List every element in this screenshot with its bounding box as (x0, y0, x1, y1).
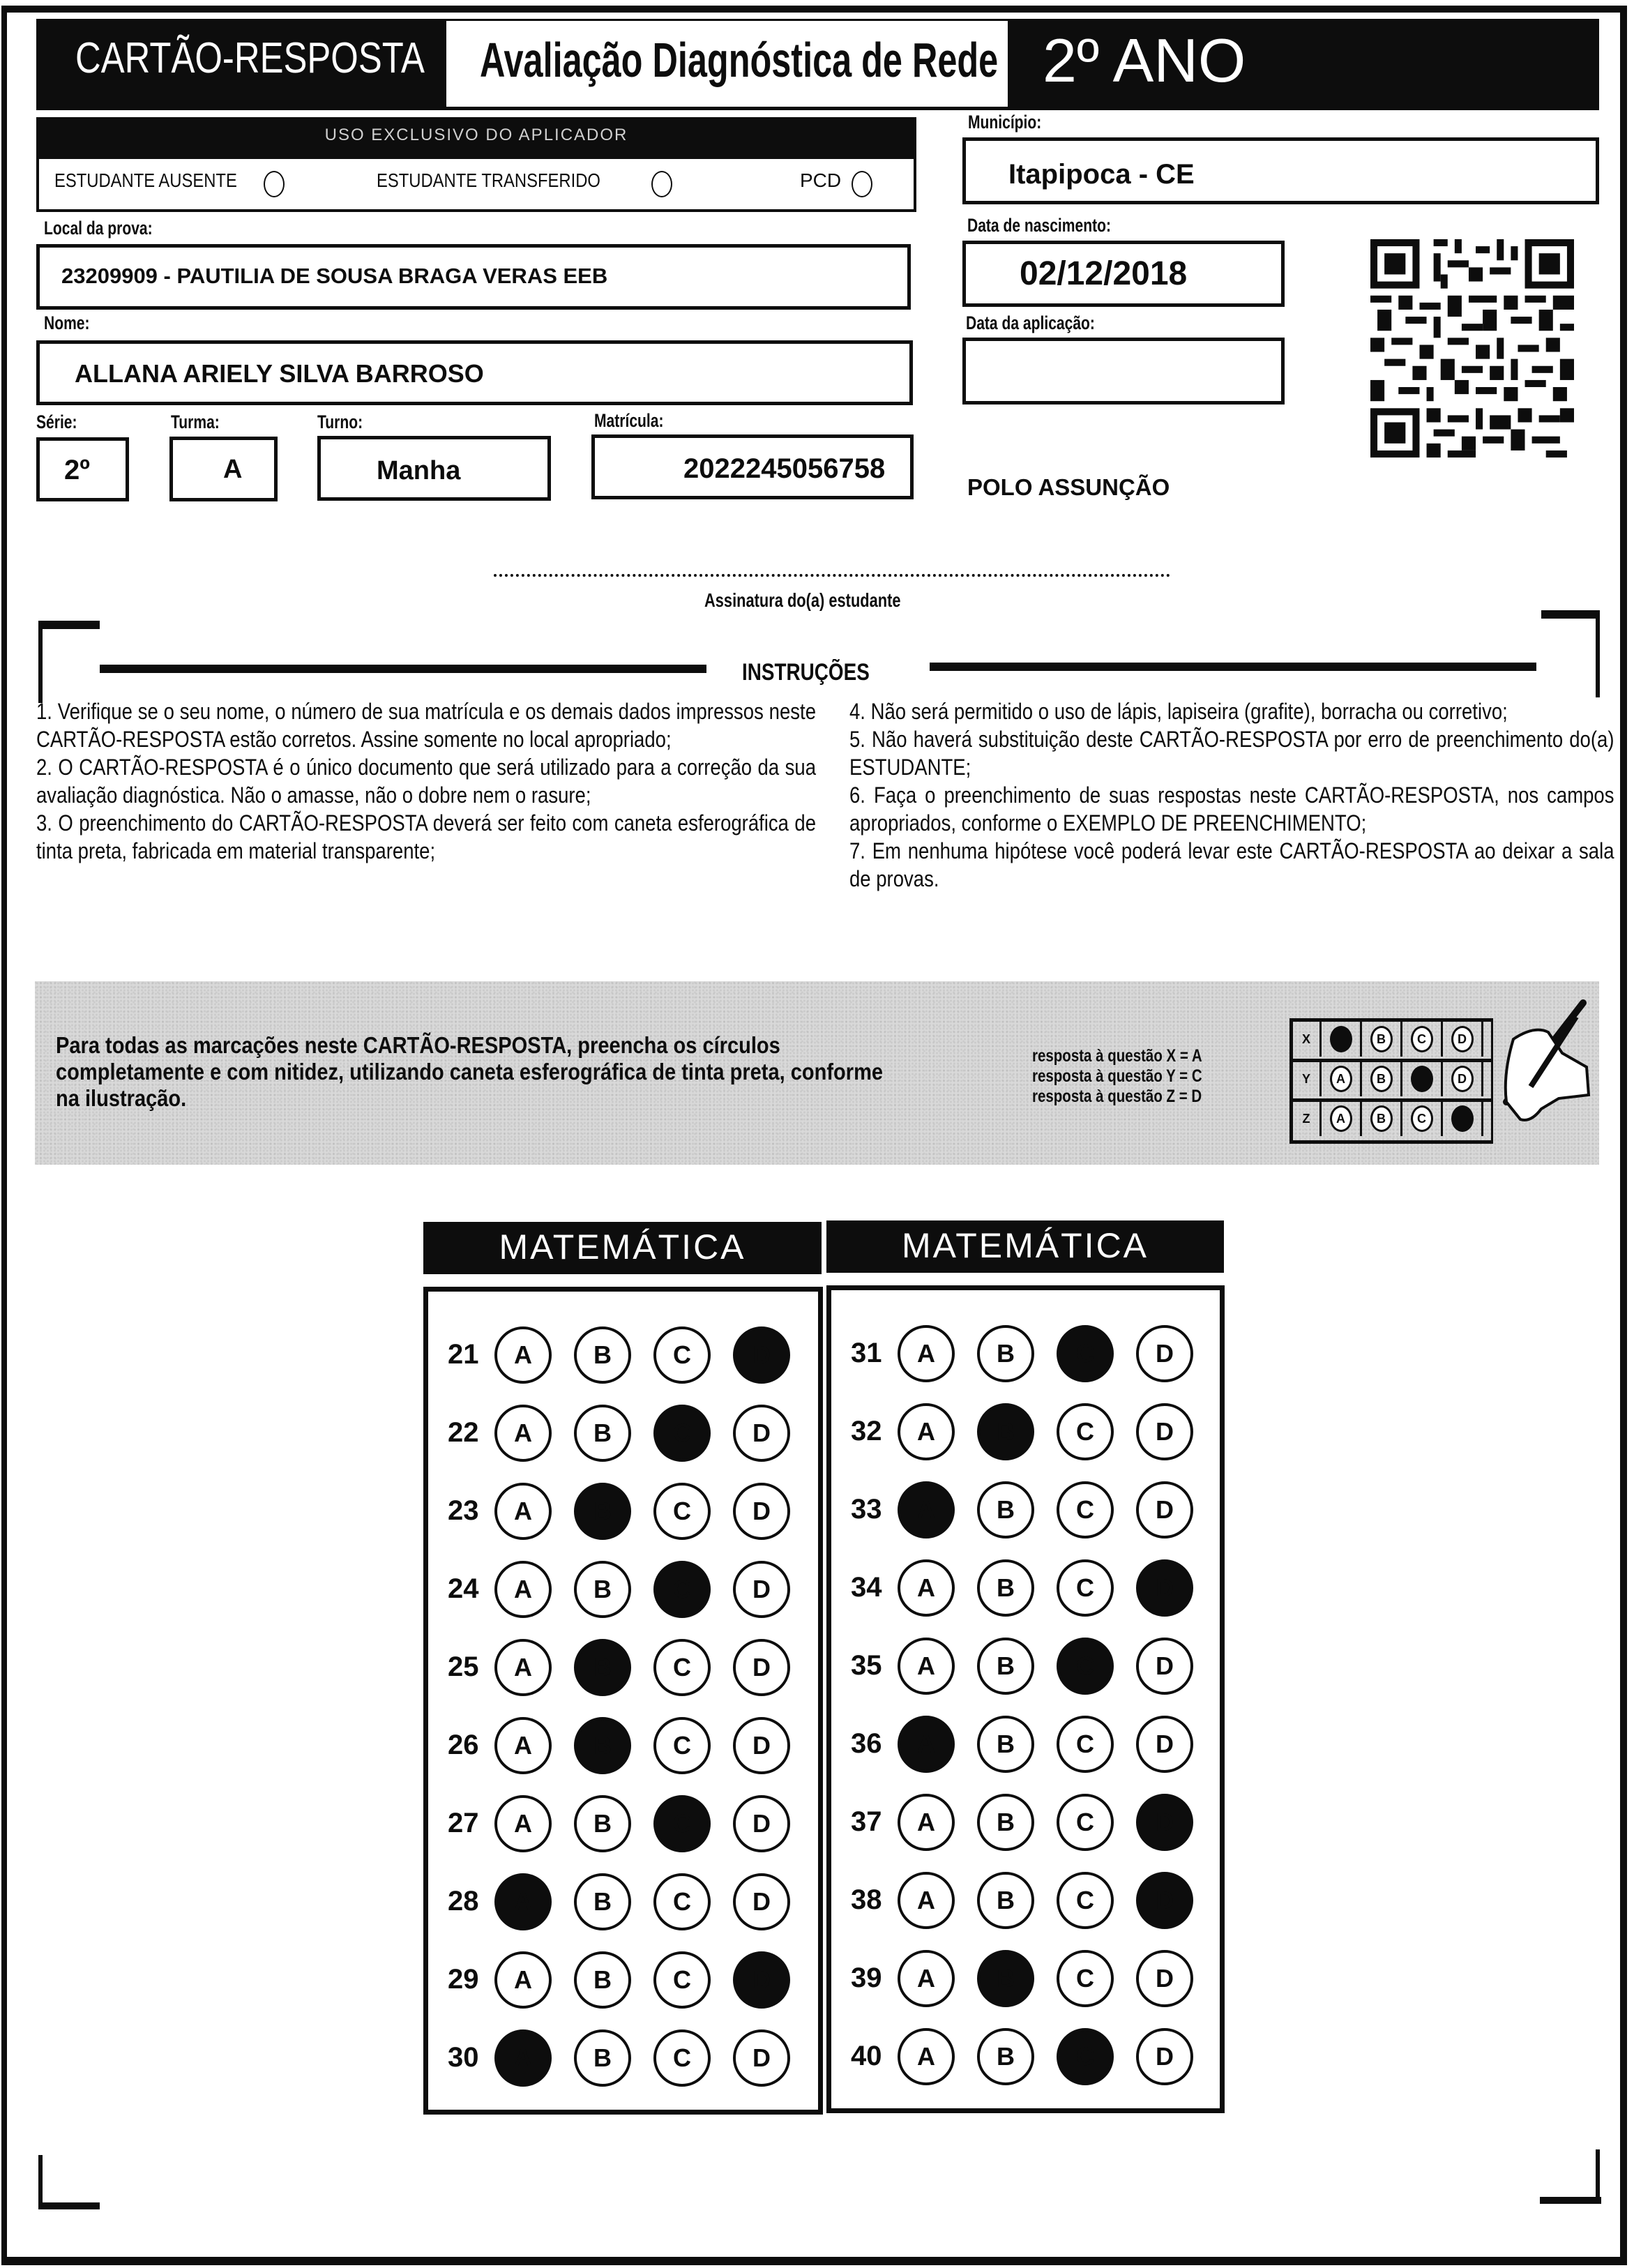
legend-y: resposta à questão Y = C (1032, 1066, 1202, 1086)
answer-bubble-b[interactable]: B (574, 1873, 631, 1930)
instructions-left (36, 697, 816, 865)
example-row-label: Y (1293, 1061, 1322, 1096)
instructions-right (849, 697, 1614, 893)
instruction-2: 2. O CARTÃO-RESPOSTA é o único documento que será utilizado para a correção da sua avaliação diagnóstica. Não o amasse, não o dobre nem o rasure; (36, 755, 816, 808)
instructions-title: INSTRUÇÕES (742, 659, 870, 686)
option-pcd[interactable] (800, 169, 872, 197)
answer-bubble-b[interactable]: B (977, 1403, 1034, 1460)
question-row (428, 1320, 818, 1389)
example-cell (1362, 1061, 1402, 1096)
exam-title: Avaliação Diagnóstica de Rede (480, 33, 999, 87)
question-number: 36 (851, 1728, 882, 1759)
answer-bubble-c[interactable]: C (653, 1561, 711, 1618)
example-row-label: Z (1293, 1101, 1322, 1136)
serie-value: 2º (64, 455, 90, 485)
answer-bubble-c[interactable]: C (1057, 1872, 1114, 1929)
subject-header-1: MATEMÁTICA (423, 1222, 822, 1274)
example-bubble-d: D (1451, 1066, 1474, 1092)
answer-bubble-c[interactable]: C (653, 2029, 711, 2087)
serie-label: Série: (36, 411, 77, 432)
answer-bubble-a[interactable]: A (898, 1403, 955, 1460)
applicator-title: USO EXCLUSIVO DO APLICADOR (324, 126, 628, 144)
corner-bottom-right (1540, 2197, 1601, 2204)
answer-bubble-d[interactable]: D (733, 1483, 790, 1540)
question-row (831, 1318, 1220, 1388)
answer-bubble-c[interactable]: C (653, 1873, 711, 1930)
corner-bottom-left-v (38, 2155, 43, 2209)
answer-bubble-a[interactable]: A (898, 1794, 955, 1851)
answer-bubble-c[interactable]: C (653, 1405, 711, 1462)
hand-pen-icon (1465, 997, 1597, 1137)
answer-bubble-a[interactable]: A (494, 2029, 552, 2087)
radio-absent-icon[interactable] (264, 171, 285, 197)
answer-bubble-d[interactable]: D (1136, 1794, 1193, 1851)
example-bubble-a (1330, 1026, 1352, 1052)
example-cell (1322, 1101, 1362, 1136)
question-number: 30 (448, 2042, 479, 2073)
answer-bubble-d[interactable]: D (1136, 1638, 1193, 1695)
answer-bubble-b[interactable]: B (574, 1483, 631, 1540)
instructions-rule-right (930, 663, 1536, 671)
example-bubble-c (1411, 1066, 1433, 1092)
answer-bubble-d[interactable]: D (733, 1639, 790, 1696)
turma-label: Turma: (171, 411, 220, 432)
answer-bubble-d[interactable]: D (1136, 1403, 1193, 1460)
answer-bubble-d[interactable]: D (733, 1326, 790, 1384)
corner-top-right-v (1596, 610, 1600, 697)
answer-bubble-d[interactable]: D (733, 1717, 790, 1774)
answer-bubble-a[interactable]: A (494, 1483, 552, 1540)
example-cell (1322, 1022, 1362, 1057)
answer-bubble-a[interactable]: A (898, 1638, 955, 1695)
municipio-label: Município: (968, 112, 1042, 133)
answer-bubble-a[interactable]: A (898, 1325, 955, 1382)
matricula-label: Matrícula: (594, 410, 664, 431)
answer-bubble-d[interactable]: D (1136, 1325, 1193, 1382)
answer-bubble-d[interactable]: D (733, 1795, 790, 1852)
answer-bubble-a[interactable]: A (898, 1559, 955, 1617)
corner-bottom-left (38, 2202, 100, 2209)
instructions-rule-left (100, 665, 706, 673)
example-row-label: X (1293, 1022, 1322, 1057)
subject-header-2: MATEMÁTICA (826, 1220, 1224, 1273)
name-value: ALLANA ARIELY SILVA BARROSO (75, 359, 484, 388)
question-number: 26 (448, 1730, 479, 1760)
corner-top-left (38, 621, 100, 629)
question-row (428, 2023, 818, 2092)
question-number: 32 (851, 1416, 882, 1446)
answer-bubble-c[interactable]: C (653, 1717, 711, 1774)
grade-label: 2º ANO (1043, 26, 1246, 95)
question-row (831, 1709, 1220, 1778)
answer-bubble-b[interactable]: B (977, 1872, 1034, 1929)
option-pcd-label: PCD (800, 169, 842, 191)
question-number: 40 (851, 2041, 882, 2071)
instruction-7: 7. Em nenhuma hipótese você poderá levar este CARTÃO-RESPOSTA ao deixar a sala de provas. (849, 838, 1614, 891)
question-row (428, 1398, 818, 1467)
birthdate-value: 02/12/2018 (1020, 255, 1188, 292)
answer-bubble-a[interactable]: A (494, 1873, 552, 1930)
answer-bubble-d[interactable]: D (733, 1873, 790, 1930)
name-label: Nome: (44, 312, 90, 333)
question-number: 23 (448, 1495, 479, 1526)
answer-bubble-b[interactable]: B (574, 1951, 631, 2009)
question-number: 22 (448, 1417, 479, 1448)
example-bubble-a: A (1330, 1066, 1352, 1092)
answer-bubble-c[interactable]: C (653, 1483, 711, 1540)
answer-box-2 (826, 1285, 1225, 2113)
answer-bubble-c[interactable]: C (653, 1795, 711, 1852)
polo-label: POLO ASSUNÇÃO (967, 474, 1170, 500)
answer-bubble-b[interactable]: B (977, 1716, 1034, 1773)
question-row (428, 1866, 818, 1936)
question-number: 28 (448, 1886, 479, 1917)
answer-bubble-b[interactable]: B (977, 1638, 1034, 1695)
signature-label: Assinatura do(a) estudante (704, 589, 901, 611)
instruction-4: 4. Não será permitido o uso de lápis, lapiseira (grafite), borracha ou corretivo; (849, 699, 1508, 724)
radio-pcd-icon[interactable] (852, 171, 872, 197)
example-cell (1362, 1101, 1402, 1136)
answer-bubble-a[interactable]: A (494, 1326, 552, 1384)
answer-bubble-a[interactable]: A (494, 1405, 552, 1462)
turma-value: A (223, 455, 243, 484)
example-bubble-b: B (1370, 1066, 1393, 1092)
question-number: 27 (448, 1808, 479, 1838)
answer-bubble-a[interactable]: A (898, 1872, 955, 1929)
municipio-value: Itapipoca - CE (1008, 159, 1195, 190)
answer-bubble-b[interactable]: B (574, 1561, 631, 1618)
instruction-6: 6. Faça o preenchimento de suas respostas neste CARTÃO-RESPOSTA, nos campos apropriados, conforme o EXEMPLO DE PREENCHIMENTO; (849, 783, 1614, 836)
corner-top-right (1541, 610, 1600, 619)
local-value: 23209909 - PAUTILIA DE SOUSA BRAGA VERAS EEB (61, 264, 608, 288)
answer-bubble-c[interactable]: C (1057, 1794, 1114, 1851)
example-text: Para todas as marcações neste CARTÃO-RESPOSTA, preencha os círculos completamente e com nitidez, utilizando caneta esferográfica de tinta preta, conforme na ilustração. (56, 1032, 884, 1111)
answer-bubble-a[interactable]: A (494, 1795, 552, 1852)
example-grid (1289, 1018, 1493, 1144)
answer-bubble-a[interactable]: A (494, 1717, 552, 1774)
answer-bubble-b[interactable]: B (977, 1481, 1034, 1539)
answer-bubble-d[interactable]: D (733, 2029, 790, 2087)
example-bubble-c: C (1411, 1105, 1433, 1132)
answer-bubble-c[interactable]: C (1057, 1950, 1114, 2007)
legend-x: resposta à questão X = A (1032, 1046, 1202, 1066)
answer-bubble-c[interactable]: C (1057, 1403, 1114, 1460)
question-number: 37 (851, 1806, 882, 1837)
answer-bubble-b[interactable]: B (574, 1405, 631, 1462)
option-absent[interactable] (54, 169, 285, 197)
example-bubble-d: D (1451, 1026, 1474, 1052)
answer-bubble-a[interactable]: A (898, 1716, 955, 1773)
question-row (831, 2021, 1220, 2091)
answer-bubble-a[interactable]: A (898, 2028, 955, 2085)
answer-bubble-c[interactable]: C (1057, 1559, 1114, 1617)
question-number: 33 (851, 1494, 882, 1525)
question-number: 39 (851, 1963, 882, 1993)
question-row (831, 1787, 1220, 1857)
answer-bubble-c[interactable]: C (1057, 1638, 1114, 1695)
radio-transferred-icon[interactable] (651, 171, 672, 197)
question-row (831, 1474, 1220, 1544)
answer-bubble-d[interactable]: D (1136, 1716, 1193, 1773)
example-cell (1402, 1101, 1443, 1136)
answer-bubble-b[interactable]: B (574, 1795, 631, 1852)
question-number: 24 (448, 1573, 479, 1604)
answer-bubble-a[interactable]: A (494, 1639, 552, 1696)
question-row (831, 1396, 1220, 1466)
answer-bubble-c[interactable]: C (1057, 1481, 1114, 1539)
answer-bubble-a[interactable]: A (898, 1481, 955, 1539)
answer-bubble-c[interactable]: C (1057, 1325, 1114, 1382)
local-label: Local da prova: (44, 218, 153, 239)
answer-bubble-d[interactable]: D (733, 1405, 790, 1462)
card-title: CARTÃO-RESPOSTA (75, 34, 425, 82)
answer-bubble-d[interactable]: D (1136, 1481, 1193, 1539)
question-row (428, 1554, 818, 1624)
turno-value: Manha (377, 456, 461, 485)
question-row (428, 1944, 818, 2014)
answer-bubble-d[interactable]: D (733, 1561, 790, 1618)
corner-bottom-right-v (1596, 2149, 1600, 2204)
question-row (831, 1552, 1220, 1622)
example-cell (1322, 1061, 1362, 1096)
instruction-1: 1. Verifique se o seu nome, o número de sua matrícula e os demais dados impressos neste CARTÃO-RESPOSTA estão corretos. Assine somente no local apropriado; (36, 699, 816, 752)
example-bubble-b: B (1370, 1105, 1393, 1132)
signature-line[interactable] (494, 574, 1170, 577)
example-bubble-c: C (1411, 1026, 1433, 1052)
birthdate-label: Data de nascimento: (967, 215, 1111, 236)
example-legend (1032, 1046, 1202, 1107)
question-row (428, 1476, 818, 1545)
answer-bubble-a[interactable]: A (494, 1951, 552, 2009)
legend-z: resposta à questão Z = D (1032, 1087, 1202, 1106)
question-number: 35 (851, 1650, 882, 1681)
example-bubble-b: B (1370, 1026, 1393, 1052)
answer-bubble-d[interactable]: D (1136, 1559, 1193, 1617)
answer-bubble-d[interactable]: D (1136, 2028, 1193, 2085)
question-number: 25 (448, 1651, 479, 1682)
question-row (428, 1710, 818, 1780)
answer-bubble-b[interactable]: B (977, 1950, 1034, 2007)
question-row (428, 1632, 818, 1702)
question-row (831, 1631, 1220, 1700)
qr-code-icon (1370, 239, 1574, 458)
question-number: 21 (448, 1339, 479, 1370)
question-number: 29 (448, 1964, 479, 1995)
application-date-label: Data da aplicação: (966, 312, 1095, 333)
example-cell (1402, 1022, 1443, 1057)
question-row (831, 1865, 1220, 1935)
answer-box-1 (423, 1287, 823, 2115)
answer-bubble-a[interactable]: A (898, 1950, 955, 2007)
answer-bubble-c[interactable]: C (653, 1951, 711, 2009)
option-transferred-label: ESTUDANTE TRANSFERIDO (377, 169, 600, 191)
instruction-5: 5. Não haverá substituição deste CARTÃO-RESPOSTA por erro de preenchimento do(a) ESTUDANTE; (849, 727, 1614, 780)
answer-bubble-b[interactable]: B (977, 1559, 1034, 1617)
answer-bubble-a[interactable]: A (494, 1561, 552, 1618)
answer-bubble-d[interactable]: D (733, 1951, 790, 2009)
answer-bubble-d[interactable]: D (1136, 1950, 1193, 2007)
answer-bubble-c[interactable]: C (653, 1639, 711, 1696)
question-row (428, 1788, 818, 1858)
answer-bubble-c[interactable]: C (653, 1326, 711, 1384)
corner-top-left-v (38, 621, 43, 703)
option-absent-label: ESTUDANTE AUSENTE (54, 169, 237, 191)
question-row (831, 1943, 1220, 2013)
question-number: 34 (851, 1572, 882, 1603)
answer-bubble-d[interactable]: D (1136, 1872, 1193, 1929)
answer-bubble-b[interactable]: B (574, 1717, 631, 1774)
application-date-field[interactable] (962, 338, 1285, 405)
example-bubble-a: A (1330, 1105, 1352, 1132)
answer-bubble-c[interactable]: C (1057, 1716, 1114, 1773)
question-number: 38 (851, 1884, 882, 1915)
instruction-3: 3. O preenchimento do CARTÃO-RESPOSTA deverá ser feito com caneta esferográfica de tinta preta, fabricada em material transparente; (36, 810, 816, 863)
answer-bubble-b[interactable]: B (574, 2029, 631, 2087)
answer-bubble-b[interactable]: B (574, 1326, 631, 1384)
qr-code (1370, 239, 1574, 458)
option-transferred[interactable] (377, 169, 672, 197)
answer-bubble-b[interactable]: B (977, 1325, 1034, 1382)
matricula-value: 2022245056758 (683, 453, 886, 484)
turno-label: Turno: (317, 411, 363, 432)
answer-bubble-b[interactable]: B (977, 1794, 1034, 1851)
question-number: 31 (851, 1338, 882, 1368)
answer-bubble-c[interactable]: C (1057, 2028, 1114, 2085)
answer-bubble-b[interactable]: B (977, 2028, 1034, 2085)
answer-bubble-b[interactable]: B (574, 1639, 631, 1696)
example-cell (1362, 1022, 1402, 1057)
example-cell (1402, 1061, 1443, 1096)
